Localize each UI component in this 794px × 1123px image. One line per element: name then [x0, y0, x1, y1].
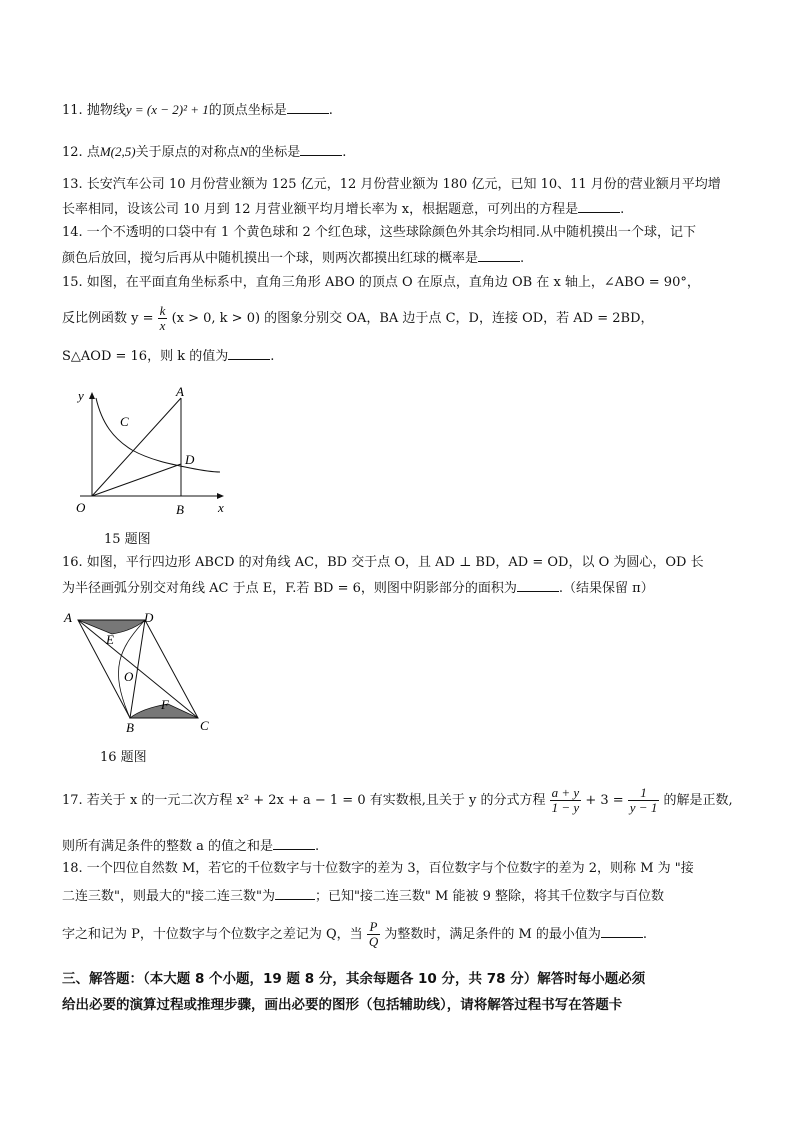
question-18-line-1: 18. 一个四位自然数 M，若它的千位数字与十位数字的差为 3，百位数字与个位数字的差为 2，则称 M 为 "接: [62, 861, 694, 876]
question-17-line-1: 17. 若关于 x 的一元二次方程 x² + 2x + a − 1 = 0 有实数根,且关于 y 的分式方程 $\frac{a + y}{1 - y}$ + 3 = $\frac{1}{y - 1}$ 的解是正数,: [62, 785, 733, 815]
label-o: O: [76, 500, 86, 515]
answer-blank: [287, 100, 329, 114]
fraction-1-over-y-minus-1: $\frac{1}{y - 1}$: [629, 785, 658, 815]
question-14-line-2: 颜色后放回，搅匀后再从中随机摸出一个球，则两次都摸出红球的概率是 .: [62, 248, 524, 268]
question-15-line-1: 15. 如图，在平面直角坐标系中，直角三角形 ABO 的顶点 O 在原点，直角边 OB 在 x 轴上，∠ABO = 90°，: [62, 275, 700, 290]
fraction-p-over-q: $\frac{P}{Q}$: [368, 919, 379, 949]
segment-oa: [92, 398, 181, 496]
question-13-line-2: 长率相同，设该公司 10 月到 12 月营业额平均月增长率为 x，根据题意，可列出的方程是 .: [62, 199, 624, 219]
question-14-line-1: 14. 一个不透明的口袋中有 1 个黄色球和 2 个红色球，这些球除颜色外其余均相同.从中随机摸出一个球，记下: [62, 225, 697, 240]
y-axis-arrow: [89, 392, 95, 399]
parabola-formula: y = (x − 2)² + 1: [125, 102, 209, 117]
label-d: D: [144, 610, 154, 625]
section-3-heading-line-1: 三、解答题：（本大题 8 个小题，19 题 8 分，其余每题各 10 分，共 78 分）解答时每小题必须: [62, 971, 646, 987]
label-o: O: [124, 669, 134, 684]
label-c: C: [200, 718, 209, 733]
section-3-heading-line-2: 给出必要的演算过程或推理步骤，画出必要的图形（包括辅助线），请将解答过程书写在答题卡: [62, 997, 623, 1013]
label-c: C: [120, 414, 129, 429]
answer-blank: [273, 836, 315, 850]
figure-15: [70, 384, 240, 524]
fraction-k-over-x: $\frac{k}{x}$: [159, 303, 166, 333]
question-15-line-3: S△AOD = 16，则 k 的值为 .: [62, 346, 274, 366]
label-e: E: [106, 632, 114, 647]
question-17-line-2: 则所有满足条件的整数 a 的值之和是 .: [62, 836, 319, 856]
question-13-line-1: 13. 长安汽车公司 10 月份营业额为 125 亿元，12 月份营业额为 180 亿元，已知 10、11 月份的营业额月平均增: [62, 177, 721, 192]
answer-blank: [601, 924, 643, 938]
figure-16: [60, 608, 220, 738]
question-18-line-2: 二连三数"，则最大的"接二连三数"为 ；已知"接二连三数" M 能被 9 整除，将其千位数字与百位数: [62, 886, 664, 906]
segment-od: [92, 464, 181, 496]
question-15-line-2: 反比例函数 y = $\frac{k}{x}$ (x > 0, k > 0) 的图象分别交 OA，BA 边于点 C，D，连接 OD，若 AD = 2BD，: [62, 303, 654, 333]
label-f: F: [161, 697, 169, 712]
fraction-a-plus-y: $\frac{a + y}{1 - y}$: [551, 785, 580, 815]
question-11: 11. 抛物线y = (x − 2)² + 1的顶点坐标是 .: [62, 102, 333, 118]
label-a: A: [176, 384, 184, 399]
label-y: y: [78, 388, 84, 403]
answer-blank: [578, 199, 620, 213]
label-a: A: [64, 610, 72, 625]
answer-blank: [228, 346, 270, 360]
hyperbola-curve: [96, 398, 220, 472]
answer-blank: [517, 578, 559, 592]
answer-blank: [300, 142, 342, 156]
answer-blank: [275, 886, 315, 900]
label-b: B: [176, 502, 184, 517]
answer-blank: [478, 248, 520, 262]
x-axis-arrow: [217, 493, 224, 499]
figure-16-caption: 16 题图: [100, 750, 147, 765]
question-16-line-2: 为半径画弧分别交对角线 AC 于点 E，F.若 BD = 6，则图中阴影部分的面积为 .（结果保留 π）: [62, 578, 654, 598]
label-d: D: [185, 452, 195, 467]
label-x: x: [218, 500, 224, 515]
question-16-line-1: 16. 如图，平行四边形 ABCD 的对角线 AC，BD 交于点 O，且 AD ⊥ BD，AD = OD，以 O 为圆心，OD 长: [62, 555, 704, 570]
label-b: B: [126, 720, 134, 735]
question-18-line-3: 字之和记为 P，十位数字与个位数字之差记为 Q，当 $\frac{P}{Q}$ 为整数时，满足条件的 M 的最小值为 .: [62, 919, 648, 949]
figure-15-caption: 15 题图: [104, 532, 151, 547]
question-12: 12. 点M(2,5)关于原点的对称点N的坐标是 .: [62, 144, 347, 160]
